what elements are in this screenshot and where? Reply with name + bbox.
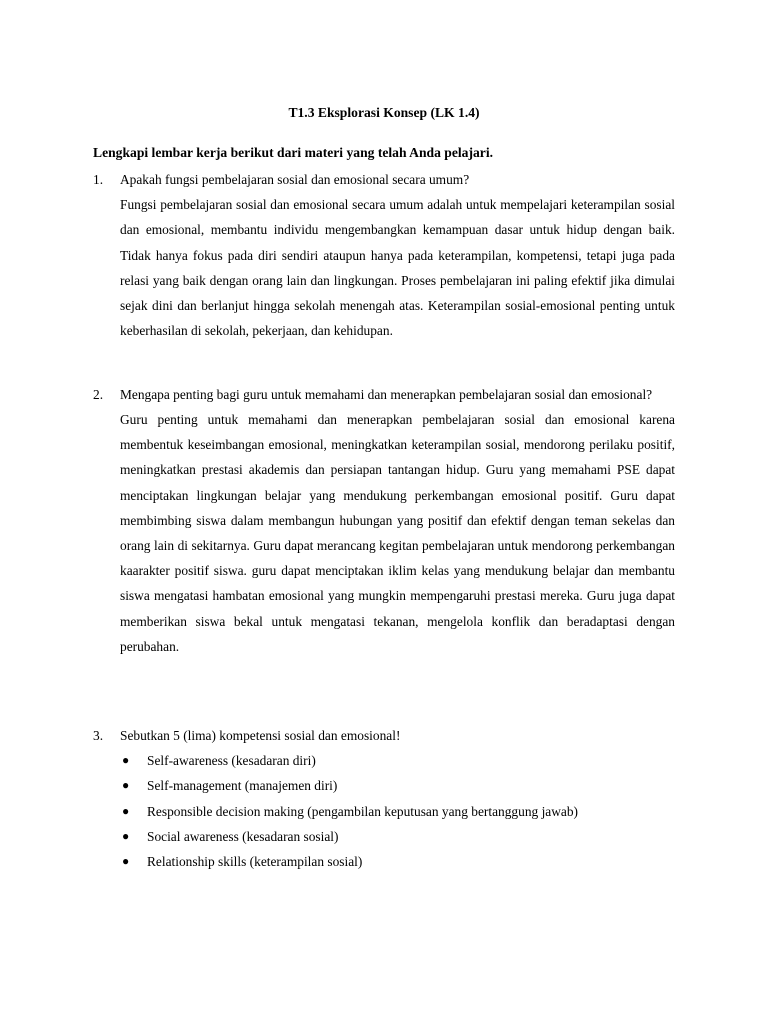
answer-text: Guru penting untuk memahami dan menerapkan pembelajaran sosial dan emosional karena membentuk keseimbangan emosional, meningkatkan keterampilan sosial, mendorong perilaku positif, meningkatkan prestasi akademis dan persiapan tantangan hidup. Guru yang memahami PSE dapat menciptakan lingkungan belajar yang mendukung perkembangan emosional positif. Guru dapat membimbing siswa dalam membangun hubungan yang positif dan efektif dengan teman sekelas dan orang lain di sekitarnya. Guru dapat merancang kegitan pembelajaran untuk mendorong perkembangan kaarakter positif siswa. guru dapat menciptakan iklim kelas yang mendukung belajar dan membantu siswa mengatasi hambatan emosional yang mungkin mempengaruhi prestasi mereka. Guru juga dapat memberikan siswa bekal untuk mengatasi tekanan, mengelola konflik dan beradaptasi dengan perubahan. — [120, 412, 675, 654]
instruction-text: Lengkapi lembar kerja berikut dari materi yang telah Anda pelajari. — [93, 145, 494, 160]
page-title: T1.3 Eksplorasi Konsep (LK 1.4) — [288, 105, 480, 120]
question-number: 2. — [93, 387, 104, 402]
list-item — [120, 849, 675, 874]
question-text: Sebutkan 5 (lima) kompetensi sosial dan emosional! — [120, 728, 401, 743]
list-item-text: Self-awareness (kesadaran diri) — [147, 753, 316, 769]
bullet-icon: ● — [122, 753, 130, 768]
competency-list — [120, 748, 675, 874]
bullet-icon: ● — [122, 828, 130, 843]
list-item — [120, 799, 675, 824]
list-item — [120, 824, 675, 849]
bullet-icon: ● — [122, 853, 130, 868]
list-item-text: Relationship skills (keterampilan sosial) — [147, 853, 363, 869]
question-number: 3. — [93, 728, 104, 743]
list-item-text: Self-management (manajemen diri) — [147, 778, 338, 794]
bullet-icon: ● — [122, 803, 130, 818]
list-item-text: Social awareness (kesadaran sosial) — [147, 828, 339, 844]
list-item — [120, 748, 675, 773]
question-2 — [93, 384, 675, 659]
list-item-text: Responsible decision making (pengambilan keputusan yang bertanggung jawab) — [147, 803, 578, 819]
bullet-icon: ● — [122, 778, 130, 793]
question-text: Apakah fungsi pembelajaran sosial dan emosional secara umum? — [120, 172, 470, 187]
answer-text: Fungsi pembelajaran sosial dan emosional secara umum adalah untuk mempelajari keterampilan sosial dan emosional, membantu individu mengembangkan kemampuan dasar untuk hidup dengan baik. Tidak hanya fokus pada diri sendiri ataupun hanya pada keterampilan, kompetensi, tetapi juga pada relasi yang baik dengan orang lain dan lingkungan. Proses pembelajaran ini paling efektif jika dimulai sejak dini dan berlanjut hingga sekolah menengah atas. Keterampilan sosial-emosional penting untuk keberhasilan di sekolah, pekerjaan, dan kehidupan. — [120, 197, 675, 339]
question-3 — [93, 723, 675, 874]
question-text: Mengapa penting bagi guru untuk memahami dan menerapkan pembelajaran sosial dan emosional? — [120, 387, 653, 402]
question-number: 1. — [93, 172, 104, 187]
question-1 — [93, 167, 675, 343]
list-item — [120, 773, 675, 798]
